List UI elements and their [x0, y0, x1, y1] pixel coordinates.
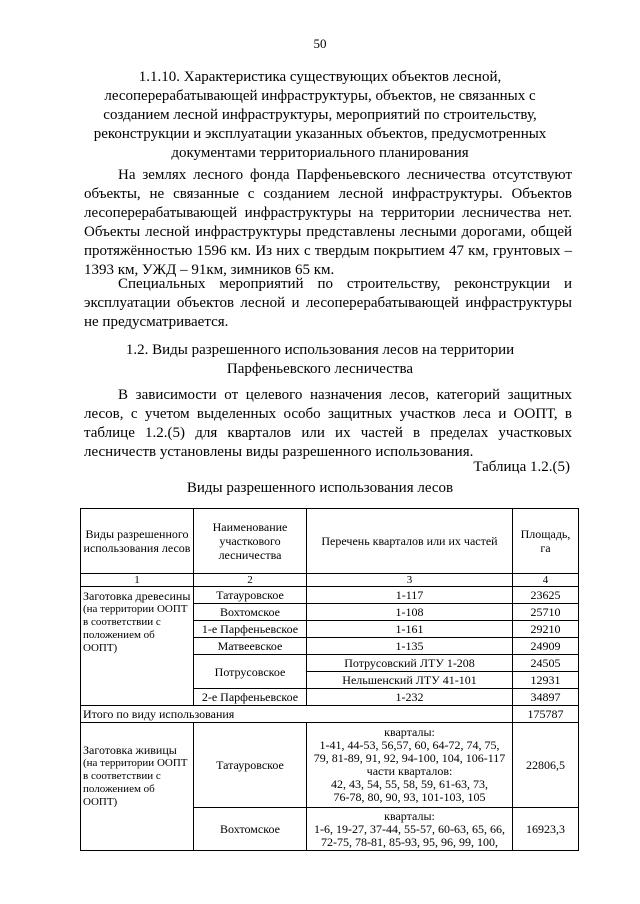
- forestry-cell: Вохтомское: [194, 604, 307, 621]
- forest-usage-table: [80, 508, 579, 851]
- forestry-cell: 2-е Парфеньевское: [194, 689, 307, 706]
- quarters-line: 79, 81-89, 91, 92, 94-100, 104, 106-117: [313, 751, 506, 765]
- quarters-cell: [307, 808, 513, 851]
- section-title-line: реконструкции и эксплуатации указанных объектов, предусмотренных: [93, 126, 547, 142]
- area-cell: 24909: [513, 638, 579, 655]
- table-title: Виды разрешенного использования лесов: [186, 480, 454, 496]
- header-area: Площадь, га: [513, 509, 579, 574]
- subsection-title: [90, 341, 550, 379]
- area-cell: 12931: [513, 672, 579, 689]
- quarters-cell: 1-232: [307, 689, 513, 706]
- forestry-cell: Вохтомское: [194, 808, 307, 851]
- section-title-line: 1.1.10. Характеристика существующих объектов лесной,: [138, 69, 502, 85]
- quarters-line: 1-41, 44-53, 56,57, 60, 64-72, 74, 75,: [319, 738, 500, 752]
- usage-resin-cell: [81, 723, 194, 851]
- area-cell: 25710: [513, 604, 579, 621]
- header-usage: Виды разрешенного использования лесов: [81, 509, 194, 574]
- paragraph-infrastructure: На землях лесного фонда Парфеньевского лесничества отсутствуют объекты, не связанные с созданием лесной инфраструктуры. Объектов лесоперерабатывающей инфраструктуры на территории лесничества нет. Объекты лесной инфраструктуры представлены лесными дорогами, общей протяжённостью 1596 км. Из них с твердым покрытием 47 км, грунтовых – 1393 км, УЖД – 91км, зимников 65 км.: [84, 167, 572, 278]
- area-cell: 16923,3: [513, 808, 579, 851]
- quarters-line: 1-6, 19-27, 37-44, 55-57, 60-63, 65, 66,: [314, 821, 505, 836]
- quarters-line: 76-78, 80, 90, 93, 101-103, 105: [333, 790, 486, 804]
- page-number: 50: [313, 36, 327, 51]
- forestry-cell: Татауровское: [194, 587, 307, 604]
- area-cell: 34897: [513, 689, 579, 706]
- usage-timber-cell: [81, 587, 194, 706]
- paragraph-usage-intro: В зависимости от целевого назначения лесов, категорий защитных лесов, с учетом выделенных особо защитных участков леса и ООПТ, в таблице 1.2.(5) для кварталов или их частей в пределах участковых лесничеств установлены виды разрешенного использования.: [84, 387, 572, 460]
- quarters-cell: Потрусовский ЛТУ 1-208: [307, 655, 513, 672]
- area-cell: 24505: [513, 655, 579, 672]
- quarters-line: 72-75, 78-81, 85-93, 95, 96, 99, 100,: [321, 834, 498, 849]
- total-label: Итого по виду использования: [81, 706, 513, 723]
- quarters-line: 42, 43, 54, 55, 58, 59, 61-63, 73,: [331, 777, 488, 791]
- section-title: [90, 68, 550, 163]
- usage-note: (на территории ООПТ в соответствии с положением об ООПТ): [83, 603, 188, 654]
- quarters-line: кварталы:: [384, 725, 435, 739]
- table-row: [81, 587, 579, 604]
- forestry-cell: Матвеевское: [194, 638, 307, 655]
- section-title-line: документами территориального планирования: [171, 145, 469, 161]
- forestry-cell: 1-е Парфеньевское: [194, 621, 307, 638]
- quarters-cell: 1-117: [307, 587, 513, 604]
- subsection-title-line: Парфеньевского лесничества: [226, 361, 414, 377]
- column-number-row: [81, 574, 579, 587]
- forestry-cell: Потрусовское: [194, 655, 307, 689]
- quarters-cell: 1-161: [307, 621, 513, 638]
- total-area: 175787: [513, 706, 579, 723]
- quarters-line: кварталы:: [384, 808, 435, 823]
- column-number: 4: [513, 574, 579, 587]
- table-header-row: [81, 509, 579, 574]
- subsection-title-line: 1.2. Виды разрешенного использования лесов на территории: [125, 342, 515, 358]
- quarters-cell: [307, 723, 513, 808]
- usage-name: Заготовка древесины: [83, 589, 191, 603]
- column-number: 1: [81, 574, 194, 587]
- total-row: [81, 706, 579, 723]
- column-number: 2: [194, 574, 307, 587]
- header-quarters: Перечень кварталов или их частей: [307, 509, 513, 574]
- forestry-cell: Татауровское: [194, 723, 307, 808]
- area-cell: 29210: [513, 621, 579, 638]
- usage-note: (на территории ООПТ в соответствии с положением об ООПТ): [83, 757, 188, 808]
- quarters-cell: 1-135: [307, 638, 513, 655]
- usage-name: Заготовка живицы: [83, 743, 177, 757]
- paragraph-no-measures: Специальных мероприятий по строительству, реконструкции и эксплуатации объектов лесной и лесоперерабатывающей инфраструктуры не предусматривается.: [84, 276, 572, 330]
- quarters-cell: 1-108: [307, 604, 513, 621]
- quarters-cell: Нельшенский ЛТУ 41-101: [307, 672, 513, 689]
- area-cell: 23625: [513, 587, 579, 604]
- table-row: [81, 723, 579, 808]
- header-forestry: Наименование участкового лесничества: [194, 509, 307, 574]
- section-title-line: лесоперерабатывающей инфраструктуры, объектов, не связанных с: [104, 88, 536, 104]
- column-number: 3: [307, 574, 513, 587]
- section-title-line: созданием лесной инфраструктуры, мероприятий по строительству,: [103, 107, 537, 123]
- area-cell: 22806,5: [513, 723, 579, 808]
- quarters-line: части кварталов:: [366, 764, 453, 778]
- table-reference: Таблица 1.2.(5): [473, 459, 570, 475]
